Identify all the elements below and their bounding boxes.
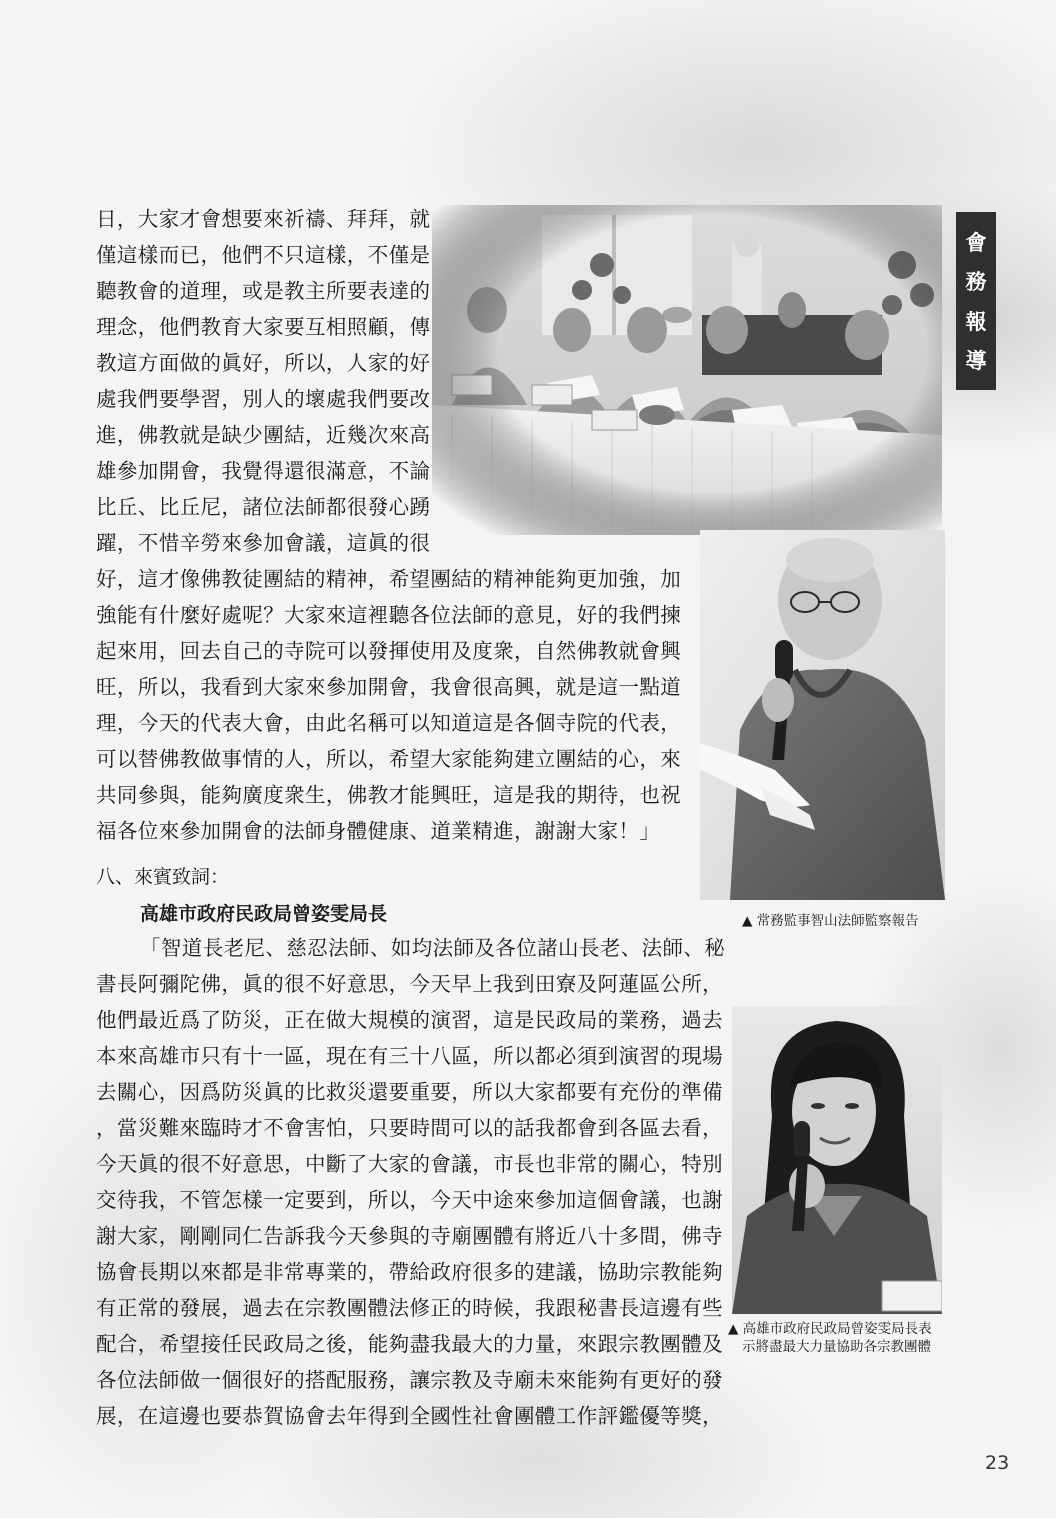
text-line: 去關心，因爲防災眞的比救災還要重要，所以大家都要有充份的準備	[96, 1080, 723, 1104]
monk-speaking-photo	[700, 530, 945, 900]
text-line: 書長阿彌陀佛，眞的很不好意思，今天早上我到田寮及阿蓮區公所，	[96, 972, 723, 996]
section-tab-char: 報	[965, 309, 987, 334]
text-line: 躍，不惜辛勞來參加會議，這眞的很	[96, 531, 431, 555]
text-line: 旺，所以，我看到大家來參加開會，我會很高興，就是這一點道	[96, 675, 682, 699]
page-number: 23	[985, 1452, 1010, 1474]
section-tab-char: 會	[965, 230, 987, 255]
text-line: 本來高雄市只有十一區，現在有三十八區，所以都必須到演習的現場	[96, 1044, 723, 1068]
text-line: 理，今天的代表大會，由此名稱可以知道這是各個寺院的代表，	[96, 711, 682, 735]
text-line: 配合，希望接任民政局之後，能夠盡我最大的力量，來跟宗教團體及	[96, 1332, 723, 1356]
meeting-photo	[432, 205, 942, 535]
text-line: 協會長期以來都是非常專業的，帶給政府很多的建議，協助宗教能夠	[96, 1260, 723, 1284]
text-line: 有正常的發展，過去在宗教團體法修正的時候，我跟秘書長這邊有些	[96, 1296, 723, 1320]
section-tab-char: 務	[965, 270, 987, 295]
text-line: 展，在這邊也要恭賀協會去年得到全國性社會團體工作評鑑優等獎，	[96, 1404, 723, 1428]
meeting-photo-image	[432, 205, 942, 535]
text-line: 各位法師做一個很好的搭配服務，讓宗教及寺廟未來能夠有更好的發	[96, 1368, 723, 1392]
director-speaking-image	[732, 1006, 942, 1314]
director-photo-caption-line-2: 示將盡最大力量協助各宗教團體	[742, 1339, 931, 1355]
speaker-name: 高雄市政府民政局曾姿雯局長	[140, 903, 388, 925]
text-line: 起來用，回去自己的寺院可以發揮使用及度衆，自然佛教就會興	[96, 639, 682, 663]
text-line: 比丘、比丘尼，諸位法師都很發心踴	[96, 495, 431, 519]
text-line: ，當災難來臨時才不會害怕，只要時間可以的話我都會到各區去看，	[96, 1116, 723, 1140]
text-line: 福各位來參加開會的法師身體健康、道業精進，謝謝大家！」	[96, 819, 661, 843]
text-line: 進，佛教就是缺少團結，近幾次來高	[96, 423, 431, 447]
text-line: 「智道長老尼、慈忍法師、如均法師及各位諸山長老、法師、秘	[140, 936, 726, 960]
text-line: 雄參加開會，我覺得還很滿意，不論	[96, 459, 431, 483]
text-line: 強能有什麼好處呢？大家來這裡聽各位法師的意見，好的我們揀	[96, 603, 682, 627]
text-line: 教這方面做的眞好，所以，人家的好	[96, 351, 431, 375]
text-line: 理念，他們教育大家要互相照顧，傳	[96, 315, 431, 339]
director-speaking-photo	[732, 1006, 942, 1314]
text-line: 共同參與，能夠廣度衆生，佛教才能興旺，這是我的期待，也祝	[96, 783, 682, 807]
section-tab	[956, 212, 996, 390]
text-line: 聽教會的道理，或是教主所要表達的	[96, 279, 431, 303]
text-line: 可以替佛教做事情的人，所以，希望大家能夠建立團結的心，來	[96, 747, 682, 771]
director-photo-caption-line-1: ▲ 高雄市政府民政局曾姿雯局長表	[728, 1321, 932, 1337]
text-line: 僅這樣而已，他們不只這樣，不僅是	[96, 243, 431, 267]
monk-photo-caption: ▲ 常務監事智山法師監察報告	[742, 913, 919, 929]
section-tab-char: 導	[965, 349, 987, 374]
text-line: 謝大家，剛剛同仁告訴我今天參與的寺廟團體有將近八十多間，佛寺	[96, 1224, 723, 1248]
text-line: 處我們要學習，別人的壞處我們要改	[96, 387, 431, 411]
section-heading: 八、來賓致詞：	[96, 866, 230, 888]
text-line: 日，大家才會想要來祈禱、拜拜，就	[96, 207, 431, 231]
monk-speaking-image	[700, 530, 945, 900]
text-line: 好，這才像佛教徒團結的精神，希望團結的精神能夠更加強，加	[96, 567, 682, 591]
text-line: 交待我，不管怎樣一定要到，所以，今天中途來參加這個會議，也謝	[96, 1188, 723, 1212]
text-line: 他們最近爲了防災，正在做大規模的演習，這是民政局的業務，過去	[96, 1008, 723, 1032]
text-line: 今天眞的很不好意思，中斷了大家的會議，市長也非常的關心，特別	[96, 1152, 723, 1176]
